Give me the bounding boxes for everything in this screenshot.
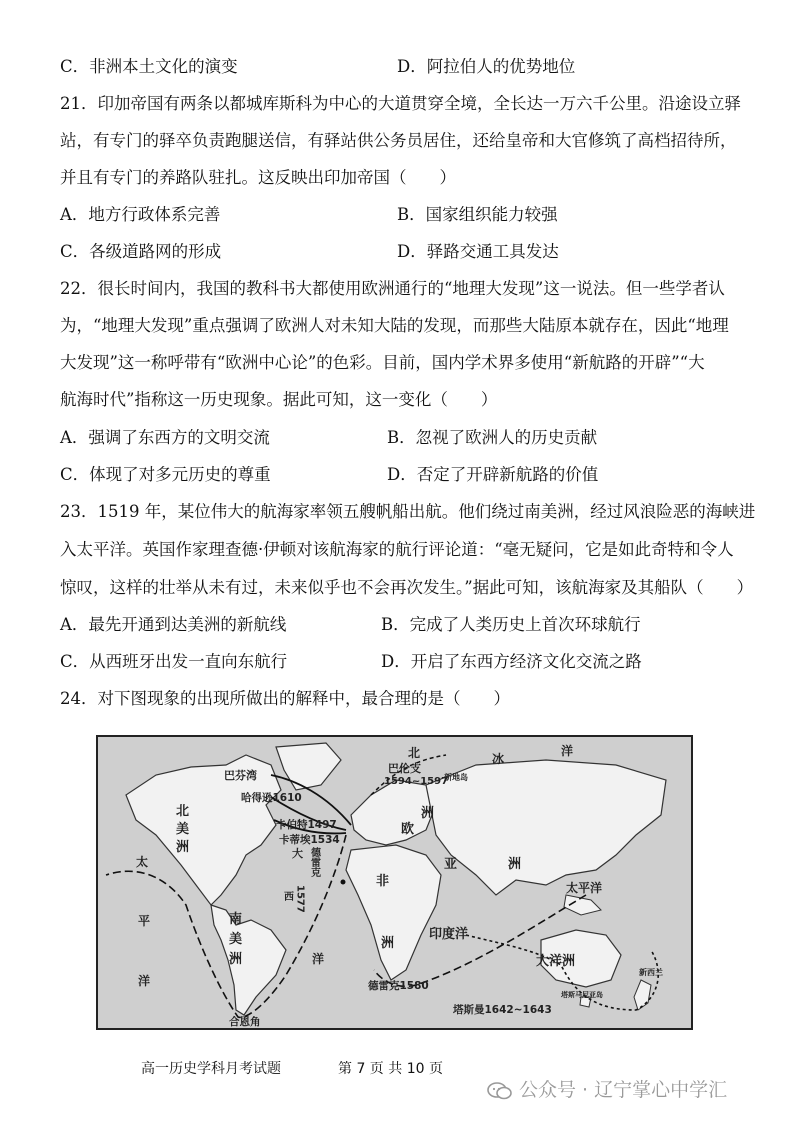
q22-line-3: 大发现”这一称呼带有“欧洲中心论”的色彩。目前，国内学术界多使用“新航路的开辟”“大 (60, 353, 705, 372)
label-tasman: 塔斯曼1642~1643 (453, 1004, 552, 1016)
label-north-america-3: 洲 (176, 840, 190, 855)
label-novaya: 新地岛 (444, 773, 468, 782)
label-africa-2: 洲 (381, 936, 395, 951)
q21-option-c: C．各级道路网的形成 (60, 242, 222, 261)
q22-option-c: C．体现了对多元历史的尊重 (60, 465, 271, 484)
label-asia-1: 亚 (444, 857, 458, 872)
q22-option-d: D．否定了开辟新航路的价值 (387, 465, 599, 484)
q21-option-a: A．地方行政体系完善 (60, 205, 221, 224)
q23-line-1: 23．1519 年，某位伟大的航海家率领五艘帆船出航。他们绕过南美洲，经过风浪险恶的海峡进 (60, 502, 756, 521)
label-oceania: 大洋洲 (536, 954, 576, 969)
label-big: 大 (292, 847, 303, 860)
label-indian-ocean: 印度洋 (429, 927, 469, 942)
label-south-america-2: 美 (229, 932, 243, 947)
q20-option-c: C．非洲本土文化的演变 (60, 57, 238, 76)
watermark (487, 1075, 787, 1105)
q23-line-2: 入太平洋。英国作家理查德·伊顿对该航海家的航行评论道：“毫无疑问，它是如此奇特和令人 (60, 540, 734, 559)
label-cabot: 卡伯特1497 (276, 819, 337, 831)
route-origin-dot (341, 880, 346, 885)
label-pacific-w-2: 平 (138, 914, 151, 928)
label-cape-horn: 合恩角 (229, 1016, 261, 1028)
label-europe-2: 洲 (421, 806, 435, 821)
q20-option-d: D．阿拉伯人的优势地位 (397, 57, 576, 76)
footer-subject: 高一历史学科月考试题 (141, 1061, 281, 1077)
label-pacific-east: 太平洋 (566, 881, 603, 895)
q23-option-a: A．最先开通到达美洲的新航线 (60, 615, 287, 634)
label-baffin: 巴芬湾 (224, 769, 257, 782)
label-africa-1: 非 (376, 874, 390, 889)
q21-line-1: 21．印加帝国有两条以都城库斯科为中心的大道贯穿全境，全长达一万六千公里。沿途设立驿 (60, 94, 741, 113)
label-west: 西 (284, 892, 294, 903)
q22-option-a: A．强调了东西方的文明交流 (60, 428, 270, 447)
q23-option-b: B．完成了人类历史上首次环球航行 (381, 615, 641, 634)
label-drake-1580: 德雷克1580 (368, 980, 429, 992)
wechat-icon (487, 1081, 513, 1101)
label-north-america-1: 北 (176, 804, 190, 819)
q24-line: 24．对下图现象的出现所做出的解释中，最合理的是（ ） (60, 689, 510, 708)
label-year-1577: 1577 (294, 885, 306, 913)
q23-option-c: C．从西班牙出发一直向东航行 (60, 652, 288, 671)
label-atlantic: 洋 (312, 952, 325, 966)
q21-line-3: 并且有专门的养路队驻扎。这反映出印加帝国（ ） (60, 168, 456, 187)
label-barents-years: 1594~1597 (384, 776, 449, 787)
label-south-america-1: 南 (229, 912, 243, 927)
label-ice: 冰 (492, 752, 505, 766)
label-north-america-2: 美 (176, 822, 190, 837)
q22-line-1: 22．很长时间内，我国的教科书大都使用欧洲通行的“地理大发现”这一说法。但一些学者认 (60, 279, 725, 298)
label-south-america-3: 洲 (229, 952, 243, 967)
label-barents: 巴伦支 (388, 762, 421, 775)
q21-option-d: D．驿路交通工具发达 (397, 242, 559, 261)
footer-page: 第 7 页 共 10 页 (338, 1061, 443, 1077)
label-north: 北 (408, 746, 421, 760)
label-hudson: 哈得逊1610 (241, 792, 302, 804)
label-asia-2: 洲 (508, 857, 522, 872)
label-tasmania: 塔斯马尼亚岛 (561, 991, 603, 999)
q23-line-3: 惊叹，这样的壮举从未有过，未来似乎也不会再次发生。”据此可知，该航海家及其船队（ ） (60, 578, 754, 597)
label-drake-vertical: 德雷克 (308, 847, 320, 877)
label-europe-1: 欧 (401, 822, 415, 837)
label-pacific-w-3: 洋 (138, 974, 151, 988)
q22-option-b: B．忽视了欧洲人的历史贡献 (387, 428, 598, 447)
watermark-text: 公众号 · 辽宁掌心中学汇 (519, 1079, 728, 1101)
label-pacific-w-1: 太 (136, 855, 149, 869)
label-new-zealand: 新西兰 (639, 968, 663, 977)
label-cartier: 卡蒂埃1534 (279, 834, 340, 846)
world-exploration-map (96, 735, 693, 1030)
q21-option-b: B．国家组织能力较强 (397, 205, 558, 224)
q22-line-4: 航海时代”指称这一历史现象。据此可知，这一变化（ ） (60, 390, 498, 409)
q21-line-2: 站，有专门的驿卒负责跑腿送信，有驿站供公务员居住，还给皇帝和大官修筑了高档招待所， (60, 131, 737, 150)
q22-line-2: 为，“地理大发现”重点强调了欧洲人对未知大陆的发现，而那些大陆原本就存在，因此“地理 (60, 316, 729, 335)
label-ocean-north: 洋 (561, 744, 574, 758)
q23-option-d: D．开启了东西方经济文化交流之路 (381, 652, 642, 671)
